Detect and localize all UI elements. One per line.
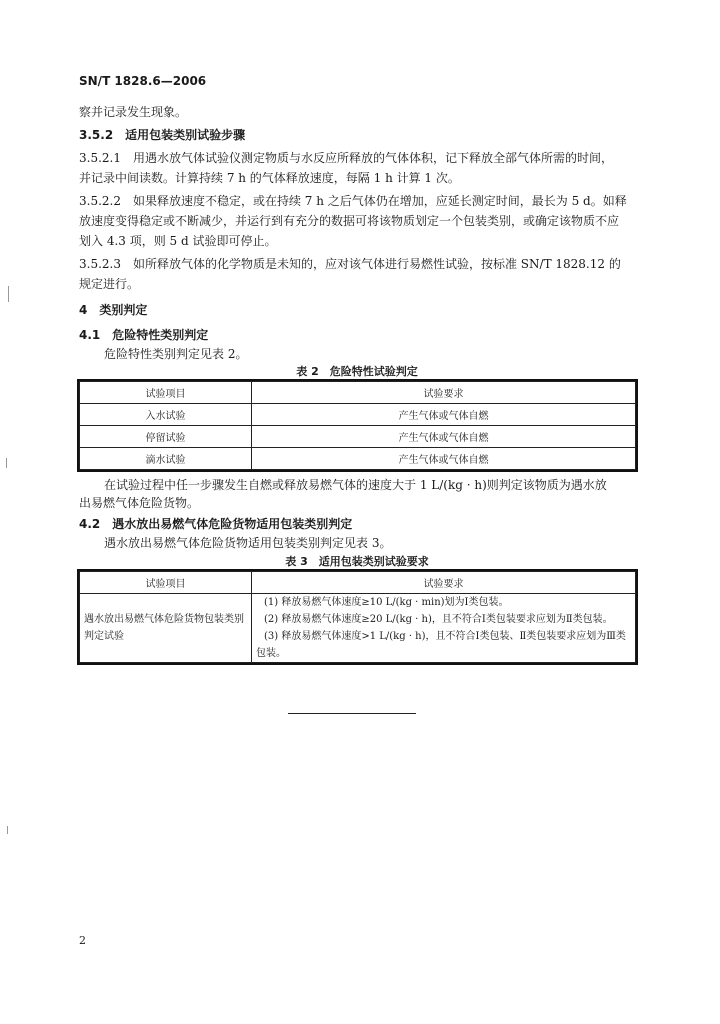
heading-3-5-2: 3.5.2 适用包装类别试验步骤 (79, 128, 246, 142)
para-4-1-text: 危险特性类别判定见表 2。 (104, 347, 248, 361)
table2-cell: 停留试验 (80, 426, 252, 448)
table3-item-cell: 遇水放出易燃气体危险货物包装类别判定试验 (80, 594, 252, 663)
table3-caption: 表 3 适用包装类别试验要求 (285, 555, 429, 568)
table3-header-cell: 试验要求 (252, 572, 636, 594)
heading-4-1: 4.1 危险特性类别判定 (79, 328, 209, 342)
table3-req-3: (3) 释放易燃气体速度>1 L/(kg · h)，且不符合Ⅰ类包装、Ⅱ类包装要求应划为Ⅲ类包装。 (256, 631, 626, 659)
para-3-5-2-1-line1: 3.5.2.1 用遇水放气体试验仪测定物质与水反应所释放的气体体积，记下释放全部气体所需的时间， (79, 151, 613, 165)
table2-cell: 产生气体或气体自燃 (252, 426, 636, 448)
table-row (80, 448, 636, 470)
table2-cell: 产生气体或气体自燃 (252, 448, 636, 470)
table2-header-cell: 试验项目 (80, 382, 252, 404)
end-separator-line (288, 713, 416, 714)
heading-4: 4 类别判定 (79, 303, 148, 317)
table3-requirements-cell (252, 594, 636, 663)
para-3-5-2-2-line3: 划入 4.3 项，则 5 d 试验即可停止。 (79, 234, 277, 248)
para-3-5-2-2-line2: 放速度变得稳定或不断减少，并运行到有充分的数据可将该物质划定一个包装类别，或确定该物质不应 (79, 214, 620, 228)
scan-mark (7, 826, 8, 834)
standard-code-header: SN/T 1828.6—2006 (79, 74, 207, 88)
table2-caption: 表 2 危险特性试验判定 (296, 365, 418, 378)
para-3-5-2-2-line1: 3.5.2.2 如果释放速度不稳定，或在持续 7 h 之后气体仍在增加，应延长测定时间，最长为 5 d。如释 (79, 194, 627, 208)
table2-cell: 产生气体或气体自燃 (252, 404, 636, 426)
table3 (79, 571, 636, 663)
table3-header-cell: 试验项目 (80, 572, 252, 594)
heading-4-2: 4.2 遇水放出易燃气体危险货物适用包装类别判定 (79, 517, 353, 531)
para-after-table2-line1: 在试验过程中任一步骤发生自燃或释放易燃气体的速度大于 1 L/(kg · h)则判定该物质为遇水放 (104, 478, 607, 492)
scan-mark (8, 286, 9, 302)
table-row (80, 404, 636, 426)
para-after-table2-line2: 出易燃气体危险货物。 (79, 496, 200, 510)
table2-header-row (80, 382, 636, 404)
scan-mark (6, 458, 7, 468)
para-3-5-2-1-line2: 并记录中间读数。计算持续 7 h 的气体释放速度，每隔 1 h 计算 1 次。 (79, 171, 460, 185)
page-number: 2 (79, 934, 86, 947)
table2-header-cell: 试验要求 (252, 382, 636, 404)
table2-cell: 滴水试验 (80, 448, 252, 470)
para-4-2-text: 遇水放出易燃气体危险货物适用包装类别判定见表 3。 (104, 536, 392, 550)
table3-req-1: (1) 释放易燃气体速度≥10 L/(kg · min)划为Ⅰ类包装。 (264, 597, 509, 608)
continued-text: 察并记录发生现象。 (79, 105, 188, 119)
para-3-5-2-3-line1: 3.5.2.3 如所释放气体的化学物质是未知的，应对该气体进行易燃性试验，按标准 SN/T 1828.12 的 (79, 257, 621, 271)
table2-cell: 入水试验 (80, 404, 252, 426)
table3-req-2: (2) 释放易燃气体速度≥20 L/(kg · h)，且不符合Ⅰ类包装要求应划为Ⅱ类包装。 (264, 614, 613, 625)
table3-header-row (80, 572, 636, 594)
para-3-5-2-3-line2: 规定进行。 (79, 277, 140, 291)
table2 (79, 381, 636, 470)
table-row (80, 426, 636, 448)
table-row (80, 594, 636, 663)
